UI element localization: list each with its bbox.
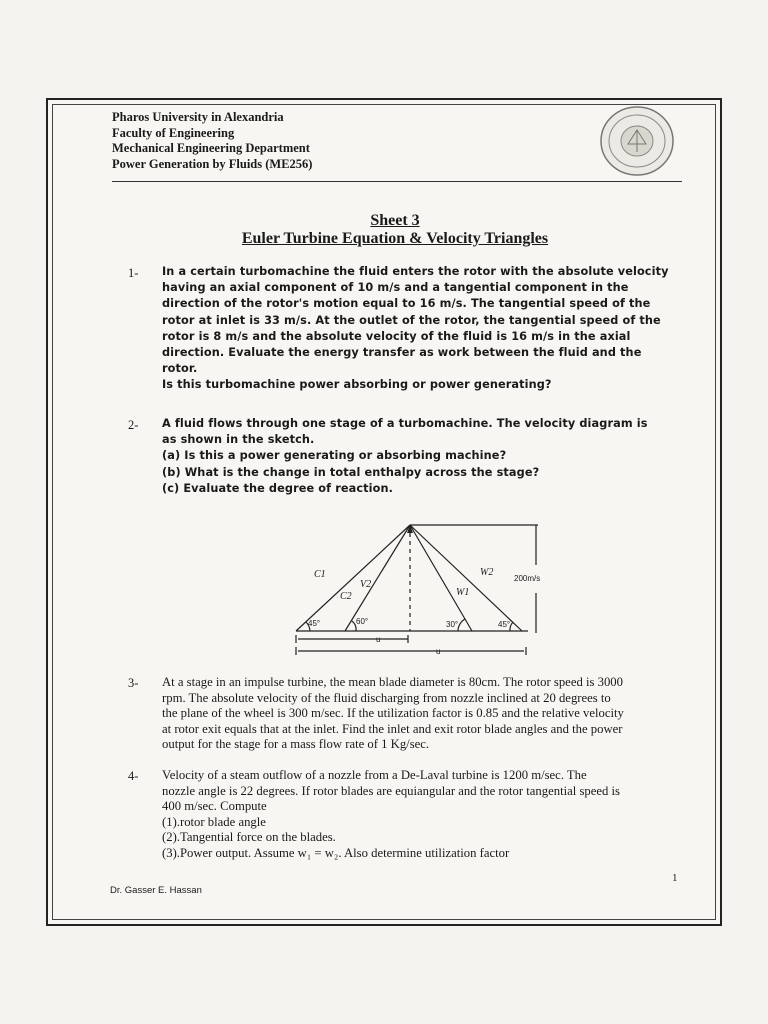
label-height: 200m/s xyxy=(514,574,541,583)
question-3-line: rpm. The absolute velocity of the fluid discharging from nozzle inclined at 20 degrees to xyxy=(162,690,611,705)
diagram-w1-line xyxy=(410,525,472,631)
label-angle-60: 60° xyxy=(356,617,369,626)
university-header xyxy=(112,110,312,172)
question-4-line: nozzle angle is 22 degrees. If rotor blades are equiangular and the rotor tangential speed is xyxy=(162,783,620,798)
question-4-line: (2).Tangential force on the blades. xyxy=(162,830,336,844)
header-line-university: Pharos University in Alexandria xyxy=(112,110,284,124)
question-2-line: (b) What is the change in total enthalpy across the stage? xyxy=(162,465,540,479)
header-rule xyxy=(112,181,682,182)
question-2-line: (c) Evaluate the degree of reaction. xyxy=(162,481,394,495)
footer-author: Dr. Gasser E. Hassan xyxy=(110,885,202,896)
question-4 xyxy=(162,768,686,861)
question-1 xyxy=(162,264,686,394)
label-angle-30: 30° xyxy=(446,620,459,629)
label-w1: W1 xyxy=(456,587,470,598)
question-1-line: rotor. xyxy=(162,362,198,376)
question-3-line: at rotor exit equals that at the inlet. Find the inlet and exit rotor blade angles and the power xyxy=(162,721,623,736)
diagram-w2-line xyxy=(410,525,522,631)
question-1-line: Is this turbomachine power absorbing or power generating? xyxy=(162,378,552,392)
angle-arc-30 xyxy=(458,619,465,631)
question-1-line: direction of the rotor's motion equal to 16 m/s. The tangential speed of the xyxy=(162,297,651,311)
question-4-line: Velocity of a steam outflow of a nozzle from a De-Laval turbine is 1200 m/sec. The xyxy=(162,768,587,782)
question-4-number: 4- xyxy=(128,769,139,783)
question-3-line: the plane of the wheel is 300 m/sec. If the utilization factor is 0.85 and the relative velocity xyxy=(162,706,624,720)
university-seal-icon xyxy=(598,104,676,178)
question-2-number: 2- xyxy=(128,418,139,432)
page-number: 1 xyxy=(672,872,678,884)
question-4-line: 400 m/sec. Compute xyxy=(162,799,267,813)
question-4-line: (1).rotor blade angle xyxy=(162,814,266,829)
angle-arc-45-right xyxy=(510,622,513,631)
label-u-bottom: u xyxy=(436,647,441,656)
question-1-line: direction. Evaluate the energy transfer as work between the fluid and the xyxy=(162,346,642,360)
question-3 xyxy=(162,675,686,753)
question-1-number: 1- xyxy=(128,266,139,280)
sheet-title: Sheet 3 xyxy=(370,212,420,229)
sheet-subtitle: Euler Turbine Equation & Velocity Triangles xyxy=(241,230,549,247)
question-2-line: as shown in the sketch. xyxy=(162,433,315,447)
diagram-c2-line xyxy=(345,525,410,631)
question-1-line: having an axial component of 10 m/s and a tangential component in the xyxy=(162,281,629,295)
label-c2: C2 xyxy=(340,591,352,602)
header-line-faculty: Faculty of Engineering xyxy=(112,125,235,140)
question-1-line: rotor at inlet is 33 m/s. At the outlet of the rotor, the tangential speed of the xyxy=(162,313,661,327)
header-line-department: Mechanical Engineering Department xyxy=(112,141,310,155)
header-line-course: Power Generation by Fluids (ME256) xyxy=(112,156,313,171)
question-4-line: (3).Power output. Assume w₁ = w₂. Also determine utilization factor xyxy=(162,845,510,860)
velocity-diagram xyxy=(290,515,580,665)
label-u-top: u xyxy=(376,635,381,644)
question-1-line: In a certain turbomachine the fluid enters the rotor with the absolute velocity xyxy=(162,265,669,278)
label-c1: C1 xyxy=(314,569,326,580)
question-1-line: rotor is 8 m/s and the absolute velocity of the fluid is 16 m/s in the axial xyxy=(162,329,631,343)
label-angle-45-right: 45° xyxy=(498,620,511,629)
question-3-number: 3- xyxy=(128,676,139,690)
label-angle-45-left: 45° xyxy=(308,619,321,628)
question-2-line: (a) Is this a power generating or absorbing machine? xyxy=(162,449,507,463)
question-3-line: At a stage in an impulse turbine, the mean blade diameter is 80cm. The rotor speed is 3000 xyxy=(162,675,623,689)
question-2-line: A fluid flows through one stage of a turbomachine. The velocity diagram is xyxy=(162,417,648,430)
question-3-line: output for the stage for a mass flow rate of 1 Kg/sec. xyxy=(162,737,430,751)
question-2 xyxy=(162,416,686,497)
label-v2: V2 xyxy=(360,579,372,590)
label-w2: W2 xyxy=(480,567,494,578)
